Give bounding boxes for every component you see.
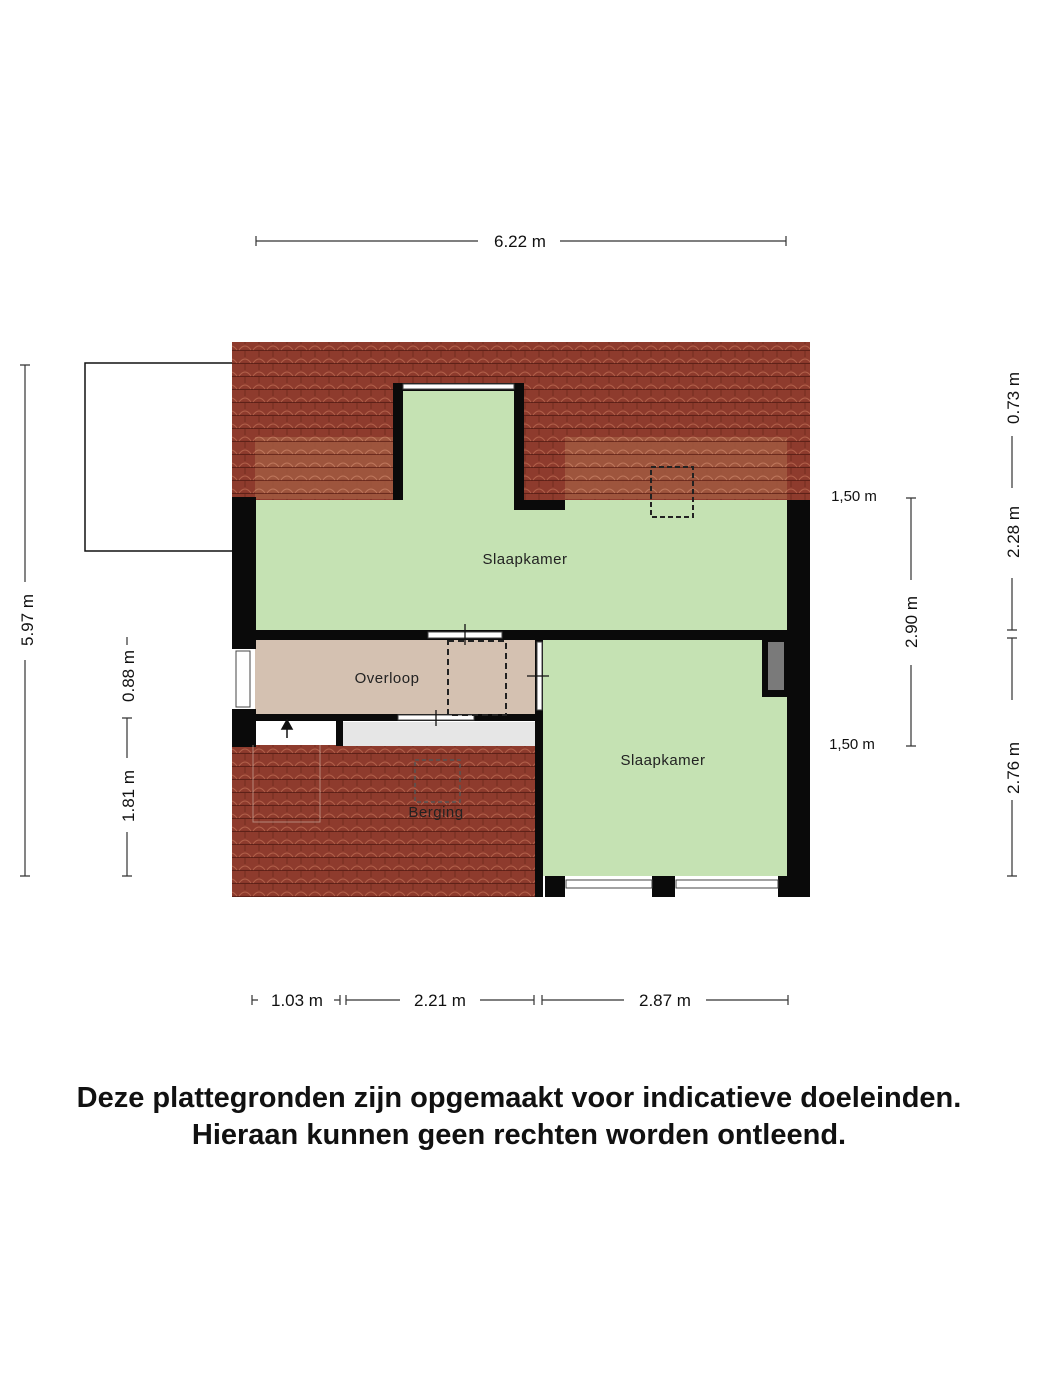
dim-bottom-1: 1.03 m <box>271 991 323 1010</box>
balcony-outline <box>85 363 235 551</box>
dim-right-upper-label: 1,50 m <box>831 488 877 505</box>
roof-bottom-left <box>232 745 537 897</box>
dim-bottom-3: 2.87 m <box>639 991 691 1010</box>
dim-bottom-2: 2.21 m <box>414 991 466 1010</box>
dim-left-lower: 1.81 m <box>119 770 138 822</box>
closet <box>768 642 784 690</box>
roof-shade-left <box>255 437 393 499</box>
dim-top-width: 6.22 m <box>494 232 546 251</box>
label-bedroom-bottom: Slaapkamer <box>620 752 706 769</box>
disclaimer-line-2: Hieraan kunnen geen rechten worden ontleend. <box>191 1119 847 1151</box>
dim-right-lower-label: 1,50 m <box>829 736 875 753</box>
dim-far-right-bottom: 2.76 m <box>1004 742 1023 794</box>
label-bedroom-top: Slaapkamer <box>482 551 568 568</box>
disclaimer-line-1: Deze plattegronden zijn opgemaakt voor indicatieve doeleinden. <box>76 1082 962 1114</box>
dormer-fill <box>402 389 515 501</box>
storage-strip <box>343 722 535 746</box>
dim-left-total: 5.97 m <box>18 594 37 646</box>
label-landing: Overloop <box>354 670 420 687</box>
dim-right-mid: 2.90 m <box>902 596 921 648</box>
dimension-far-right <box>1007 436 1017 876</box>
stair-area <box>253 717 341 745</box>
dim-far-right-top: 0.73 m <box>1004 372 1023 424</box>
dimension-bottom <box>252 995 788 1005</box>
disclaimer <box>0 1080 1038 1154</box>
label-storage: Berging <box>408 804 464 821</box>
dim-left-upper: 0.88 m <box>119 650 138 702</box>
roof-right-strip <box>786 500 810 897</box>
dim-far-right-mid: 2.28 m <box>1004 506 1023 558</box>
